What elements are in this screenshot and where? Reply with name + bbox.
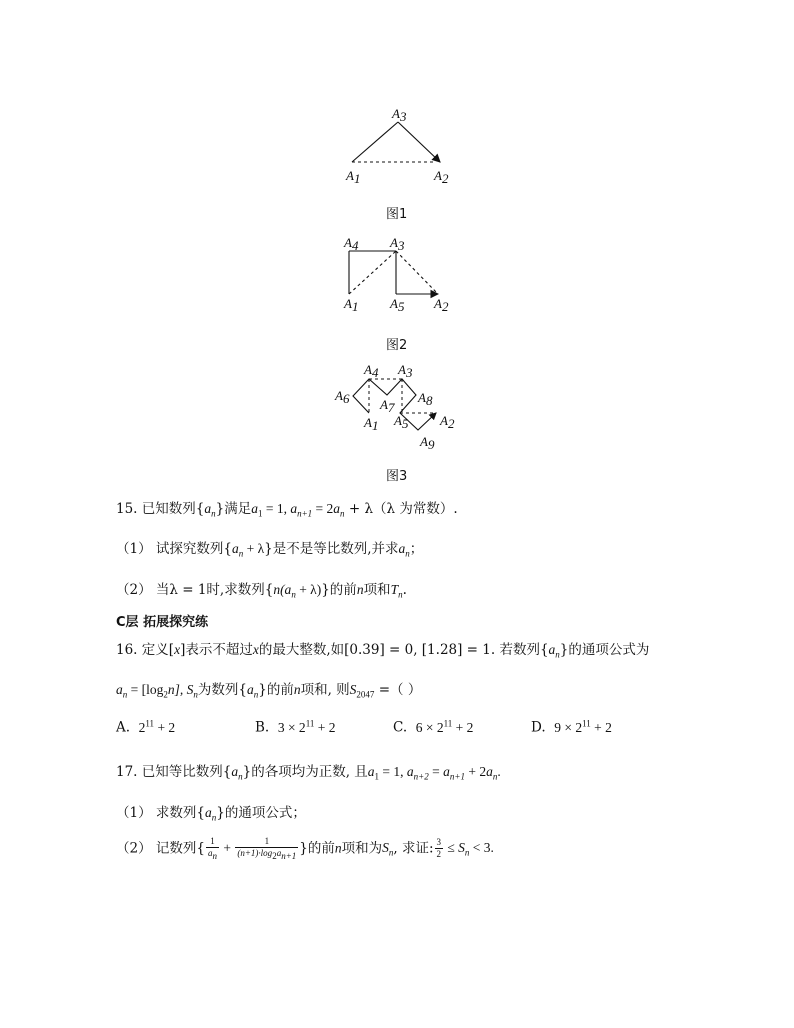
q15-text: 已知数列{ — [141, 501, 205, 517]
fig1-label-a2: A2 — [434, 168, 449, 186]
fig3-label-a5: A5 — [394, 413, 409, 431]
fig2-label-a1: A1 — [344, 296, 359, 314]
q15-stem: 15. 已知数列$\{a_n\}$满足$a_1 = 1$, $a_{n+1} = 2a_n + \lambda(\lambda$ 为常数）. — [116, 501, 458, 519]
fig3-label-a1: A1 — [364, 415, 379, 433]
q16-option-a[interactable]: A. $2^{11} + 2$ — [116, 718, 176, 736]
fig2-dashed-a3-a2 — [396, 251, 438, 294]
q17-part2-label: （2） — [116, 840, 152, 857]
figure-3-diagram — [330, 358, 470, 458]
figure-1 — [330, 100, 470, 190]
q15-part2: （2） 当λ = 1时,求数列$\{n(a_n + \lambda)\}$的前n项和$T_n$. — [116, 582, 407, 600]
section-c-heading: C层 拓展探究练 — [116, 615, 209, 630]
fig2-label-a3: A3 — [390, 235, 405, 253]
fig3-label-a4: A4 — [364, 362, 379, 380]
fig3-label-a2: A2 — [440, 413, 455, 431]
fig1-segment-a3-a2 — [398, 122, 440, 162]
fig1-label-a1: A1 — [346, 168, 361, 186]
figure-2-diagram — [330, 230, 470, 320]
fraction-1-over-log: $\frac{1}{(n+1)\cdot\log_2a_{n+1}}$ — [237, 836, 297, 861]
q17-part1: （1） 求数列$\{a_n\}$的通项公式； — [116, 805, 306, 823]
q16-number: 16. — [116, 642, 138, 658]
q15-part1: （1） 试探究数列$\{a_n + \lambda\}$是不是等比数列,并求$a_n$； — [116, 541, 424, 559]
q15-number: 15. — [116, 501, 138, 517]
figure-1-caption: 图1 — [386, 207, 408, 222]
fig2-label-a5: A5 — [390, 296, 405, 314]
fig3-label-a6: A6 — [335, 388, 350, 406]
fig2-dashed-a1-a3 — [349, 251, 396, 294]
q16-option-d[interactable]: D. $9 \times 2^{11} + 2$ — [531, 718, 612, 736]
fig2-label-a2: A2 — [434, 296, 449, 314]
q17-number: 17. — [116, 764, 138, 780]
q17-stem: 17. 已知等比数列$\{a_n\}$的各项均为正数, 且$a_1 = 1$, $a_{n+2} = a_{n+1} + 2a_n$. — [116, 764, 501, 782]
fraction-3-over-2: $\frac{3}{2}$ — [436, 837, 441, 860]
q16-option-c[interactable]: C. $6 \times 2^{11} + 2$ — [393, 718, 474, 736]
fig3-label-a9: A9 — [420, 434, 435, 452]
fraction-1-over-an: $\frac{1}{a_n}$ — [207, 836, 217, 861]
fig2-label-a4: A4 — [344, 235, 359, 253]
q17-part1-label: （1） — [116, 805, 152, 821]
fig3-label-a3: A3 — [398, 362, 413, 380]
figure-3 — [330, 358, 470, 458]
q16-option-b[interactable]: B. $3 \times 2^{11} + 2$ — [255, 718, 336, 736]
fig3-label-a7: A7 — [380, 397, 395, 415]
figure-1-diagram — [330, 100, 470, 190]
q17-part2: （2） 记数列{ $\frac{1}{a_n}$ + $\frac{1}{(n+1)\cdot\log_2a_{n+1}}$ }的前n项和为$S_n$, 求证: $\frac{3}{2}$ ≤ $S_n < 3$. — [116, 836, 494, 861]
q16-stem-line2: $a_n = [\log_2n]$, $S_n$为数列$\{a_n\}$的前n项和, 则$S_{2047}$ =（ ） — [116, 682, 422, 700]
figure-2-caption: 图2 — [386, 338, 408, 353]
fig1-label-a3: A3 — [392, 106, 407, 124]
fig1-segment-a1-a3 — [352, 122, 398, 162]
q16-stem-line1: 16. 定义[x]表示不超过x的最大整数,如[0.39] = 0, [1.28] = 1. 若数列$\{a_n\}$的通项公式为 — [116, 642, 650, 660]
figure-3-caption: 图3 — [386, 469, 408, 484]
q15-part2-label: （2） — [116, 582, 152, 598]
fig3-label-a8: A8 — [418, 390, 433, 408]
q15-part1-label: （1） — [116, 541, 152, 557]
figure-2 — [330, 230, 470, 320]
